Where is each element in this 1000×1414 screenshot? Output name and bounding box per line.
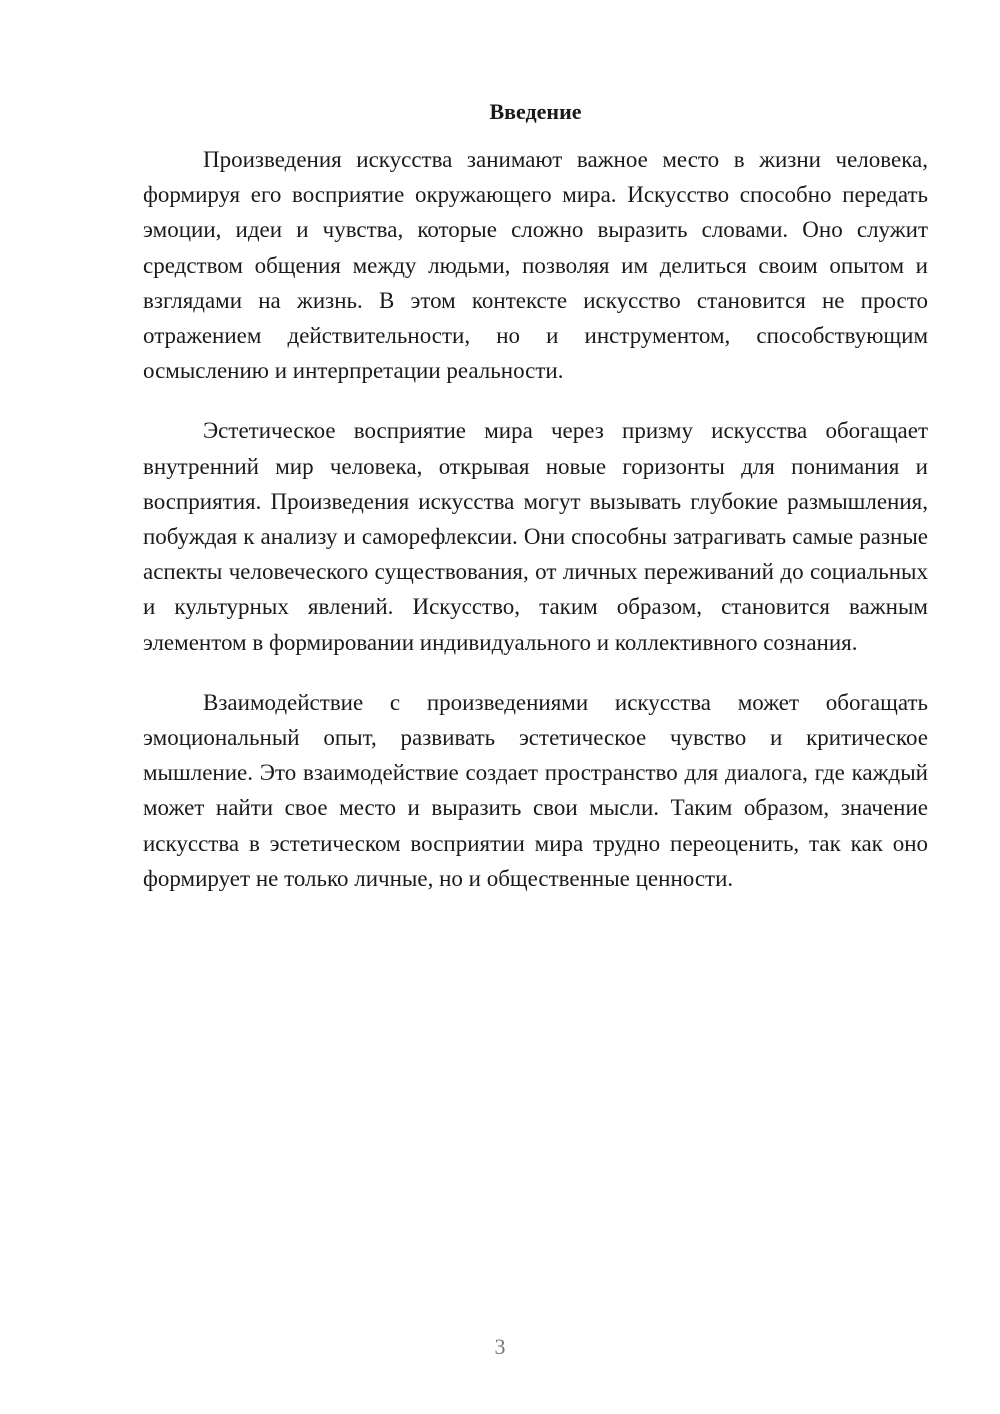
page-number: 3 bbox=[494, 1334, 506, 1359]
body-text bbox=[143, 142, 928, 921]
paragraph-1: Произведения искусства занимают важное место в жизни человека, формируя его восприятие окружающего мира. Искусство способно передать эмоции, идеи и чувства, которые сложно выразить словами. Оно служит средством общения между людьми, позволяя им делиться своим опытом и взглядами на жизнь. В этом контексте искусство становится не просто отражением действительности, но и инструментом, способствующим осмыслению и интерпретации реальности. bbox=[143, 147, 928, 384]
section-title: Введение bbox=[489, 99, 582, 124]
paragraph-2: Эстетическое восприятие мира через призму искусства обогащает внутренний мир человека, открывая новые горизонты для понимания и восприятия. Произведения искусства могут вызывать глубокие размышления, побуждая к анализу и саморефлексии. Они способны затрагивать самые разные аспекты человеческого существования, от личных переживаний до социальных и культурных явлений. Искусство, таким образом, становится важным элементом в формировании индивидуального и коллективного сознания. bbox=[143, 418, 928, 655]
paragraph-3: Взаимодействие с произведениями искусства может обогащать эмоциональный опыт, развивать эстетическое чувство и критическое мышление. Это взаимодействие создает пространство для диалога, где каждый может найти свое место и выразить свои мысли. Таким образом, значение искусства в эстетическом восприятии мира трудно переоценить, так как оно формирует не только личные, но и общественные ценности. bbox=[143, 689, 928, 891]
